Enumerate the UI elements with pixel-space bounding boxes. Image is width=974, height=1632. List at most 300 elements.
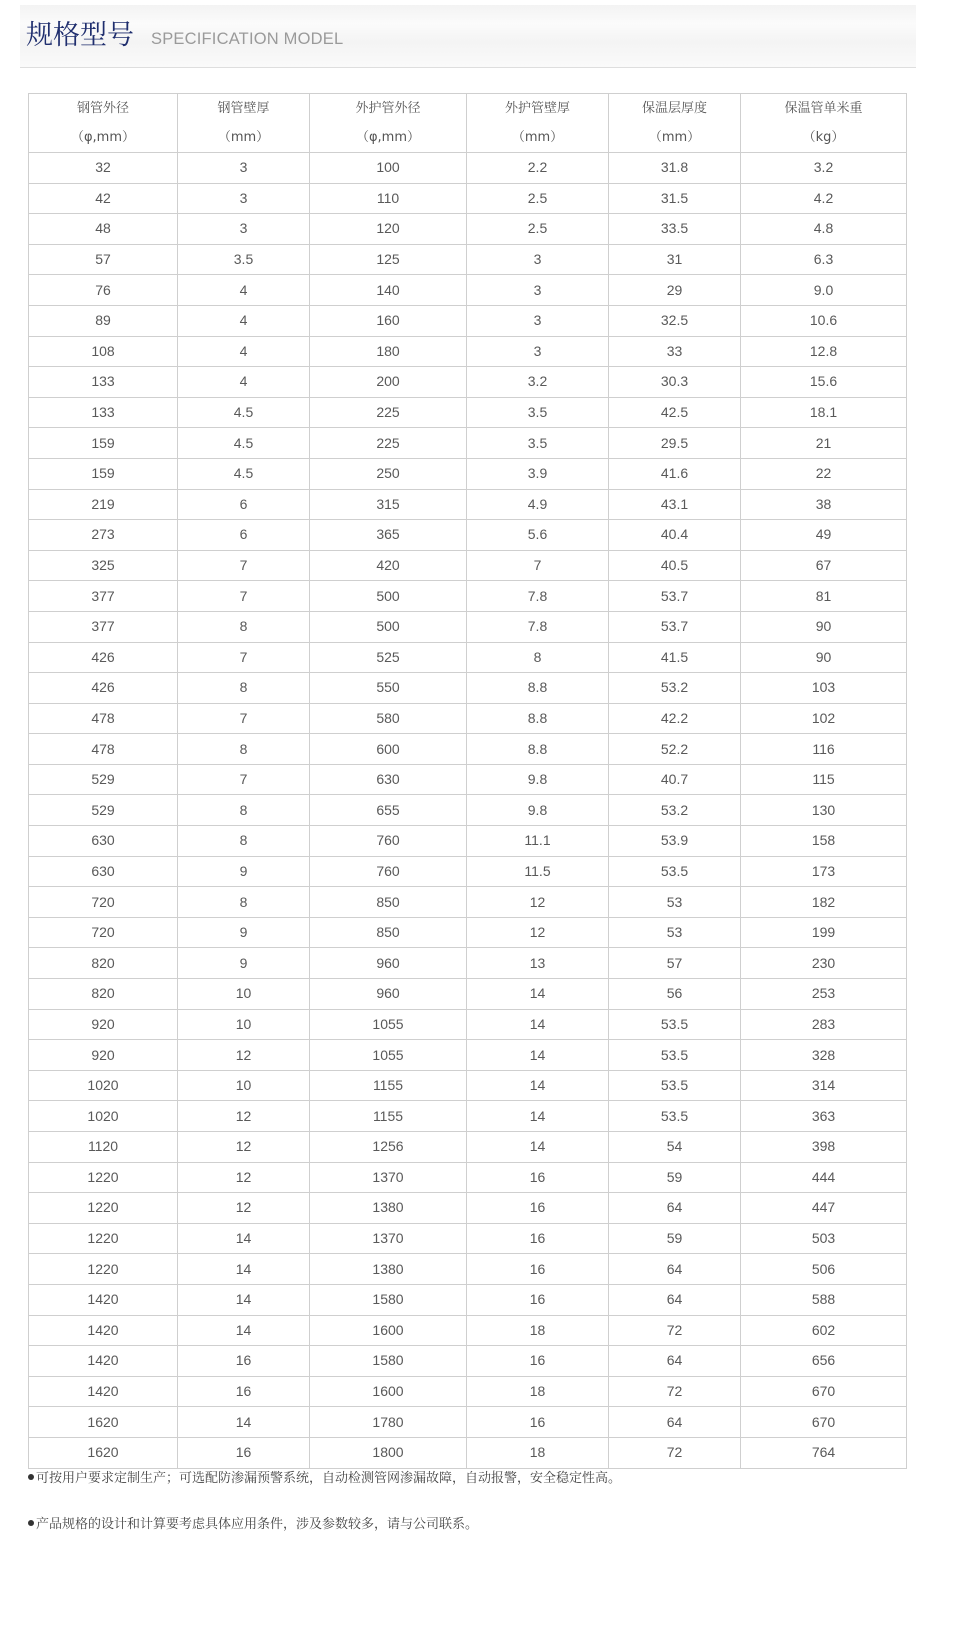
cell-jacket-wall: 9.8: [467, 764, 609, 795]
table-row: [29, 795, 907, 826]
cell-steel-pipe-wall: 9: [178, 856, 310, 887]
column-unit: （mm）: [511, 130, 564, 145]
cell-weight-per-meter: 199: [741, 917, 907, 948]
table-row: [29, 550, 907, 581]
cell-steel-pipe-od: 1620: [29, 1437, 178, 1468]
cell-insulation-thickness: 64: [609, 1193, 741, 1224]
table-row: [29, 1376, 907, 1407]
cell-weight-per-meter: 4.8: [741, 214, 907, 245]
column-unit: （φ,mm）: [355, 130, 421, 145]
cell-steel-pipe-od: 920: [29, 1009, 178, 1040]
cell-weight-per-meter: 81: [741, 581, 907, 612]
cell-steel-pipe-wall: 4: [178, 367, 310, 398]
cell-weight-per-meter: 22: [741, 458, 907, 489]
cell-weight-per-meter: 447: [741, 1193, 907, 1224]
cell-jacket-od: 655: [310, 795, 467, 826]
cell-jacket-od: 850: [310, 917, 467, 948]
cell-insulation-thickness: 53.5: [609, 1070, 741, 1101]
cell-insulation-thickness: 52.2: [609, 734, 741, 765]
cell-steel-pipe-wall: 3: [178, 183, 310, 214]
cell-jacket-wall: 18: [467, 1437, 609, 1468]
cell-jacket-od: 960: [310, 979, 467, 1010]
cell-jacket-od: 1256: [310, 1132, 467, 1163]
cell-steel-pipe-od: 1420: [29, 1346, 178, 1377]
cell-steel-pipe-od: 720: [29, 917, 178, 948]
cell-steel-pipe-wall: 16: [178, 1346, 310, 1377]
cell-steel-pipe-od: 920: [29, 1040, 178, 1071]
cell-insulation-thickness: 64: [609, 1284, 741, 1315]
cell-weight-per-meter: 9.0: [741, 275, 907, 306]
cell-steel-pipe-wall: 4.5: [178, 458, 310, 489]
table-row: [29, 305, 907, 336]
cell-jacket-wall: 2.5: [467, 183, 609, 214]
cell-steel-pipe-wall: 8: [178, 887, 310, 918]
cell-jacket-wall: 3: [467, 336, 609, 367]
cell-jacket-od: 600: [310, 734, 467, 765]
cell-weight-per-meter: 90: [741, 642, 907, 673]
cell-steel-pipe-od: 159: [29, 428, 178, 459]
cell-steel-pipe-od: 377: [29, 611, 178, 642]
cell-insulation-thickness: 56: [609, 979, 741, 1010]
cell-steel-pipe-wall: 12: [178, 1193, 310, 1224]
cell-weight-per-meter: 670: [741, 1407, 907, 1438]
table-row: [29, 1070, 907, 1101]
table-row: [29, 397, 907, 428]
cell-steel-pipe-od: 630: [29, 826, 178, 857]
column-label: 保温层厚度: [641, 101, 707, 116]
cell-steel-pipe-wall: 14: [178, 1407, 310, 1438]
cell-jacket-wall: 13: [467, 948, 609, 979]
column-unit: （kg）: [802, 130, 845, 145]
cell-insulation-thickness: 40.7: [609, 764, 741, 795]
column-label: 保温管单米重: [784, 101, 863, 116]
cell-insulation-thickness: 53.5: [609, 1101, 741, 1132]
cell-jacket-wall: 14: [467, 1101, 609, 1132]
cell-jacket-od: 225: [310, 397, 467, 428]
cell-weight-per-meter: 12.8: [741, 336, 907, 367]
cell-steel-pipe-od: 426: [29, 673, 178, 704]
cell-weight-per-meter: 363: [741, 1101, 907, 1132]
cell-jacket-wall: 7: [467, 550, 609, 581]
table-row: [29, 336, 907, 367]
cell-insulation-thickness: 41.6: [609, 458, 741, 489]
cell-weight-per-meter: 602: [741, 1315, 907, 1346]
table-row: [29, 153, 907, 184]
cell-steel-pipe-wall: 7: [178, 764, 310, 795]
bullet-icon: [28, 1474, 34, 1480]
table-row: [29, 214, 907, 245]
cell-insulation-thickness: 41.5: [609, 642, 741, 673]
table-header-row: [29, 94, 907, 153]
cell-steel-pipe-wall: 12: [178, 1040, 310, 1071]
cell-weight-per-meter: 398: [741, 1132, 907, 1163]
cell-jacket-wall: 14: [467, 1132, 609, 1163]
cell-steel-pipe-wall: 8: [178, 795, 310, 826]
cell-steel-pipe-od: 377: [29, 581, 178, 612]
table-row: [29, 1162, 907, 1193]
table-row: [29, 275, 907, 306]
cell-steel-pipe-od: 630: [29, 856, 178, 887]
cell-jacket-wall: 16: [467, 1193, 609, 1224]
cell-weight-per-meter: 444: [741, 1162, 907, 1193]
table-row: [29, 489, 907, 520]
cell-steel-pipe-od: 159: [29, 458, 178, 489]
cell-steel-pipe-wall: 4: [178, 305, 310, 336]
cell-steel-pipe-wall: 4: [178, 275, 310, 306]
cell-weight-per-meter: 173: [741, 856, 907, 887]
cell-weight-per-meter: 4.2: [741, 183, 907, 214]
cell-jacket-wall: 14: [467, 1070, 609, 1101]
section-title: 规格型号: [26, 20, 134, 51]
cell-weight-per-meter: 253: [741, 979, 907, 1010]
cell-jacket-wall: 8.8: [467, 673, 609, 704]
cell-steel-pipe-od: 820: [29, 979, 178, 1010]
cell-steel-pipe-wall: 16: [178, 1437, 310, 1468]
table-row: [29, 1009, 907, 1040]
cell-weight-per-meter: 3.2: [741, 153, 907, 184]
cell-steel-pipe-od: 89: [29, 305, 178, 336]
cell-insulation-thickness: 40.4: [609, 520, 741, 551]
cell-weight-per-meter: 103: [741, 673, 907, 704]
cell-steel-pipe-wall: 12: [178, 1162, 310, 1193]
cell-steel-pipe-od: 1420: [29, 1284, 178, 1315]
note-item: [28, 1516, 478, 1534]
cell-insulation-thickness: 59: [609, 1223, 741, 1254]
cell-insulation-thickness: 40.5: [609, 550, 741, 581]
cell-steel-pipe-wall: 12: [178, 1132, 310, 1163]
cell-steel-pipe-wall: 9: [178, 948, 310, 979]
cell-steel-pipe-wall: 14: [178, 1254, 310, 1285]
cell-weight-per-meter: 588: [741, 1284, 907, 1315]
cell-steel-pipe-wall: 7: [178, 642, 310, 673]
column-header-steel-pipe-wall: [178, 94, 310, 153]
cell-jacket-wall: 14: [467, 1040, 609, 1071]
column-header-weight-per-meter: [741, 94, 907, 153]
table-row: [29, 1437, 907, 1468]
cell-steel-pipe-od: 57: [29, 244, 178, 275]
table-row: [29, 367, 907, 398]
cell-steel-pipe-wall: 10: [178, 1070, 310, 1101]
note-text: 产品规格的设计和计算要考虑具体应用条件，涉及参数较多，请与公司联系。: [36, 1517, 479, 1532]
cell-jacket-od: 1155: [310, 1070, 467, 1101]
cell-insulation-thickness: 64: [609, 1346, 741, 1377]
cell-weight-per-meter: 115: [741, 764, 907, 795]
cell-weight-per-meter: 90: [741, 611, 907, 642]
cell-jacket-od: 225: [310, 428, 467, 459]
cell-steel-pipe-od: 219: [29, 489, 178, 520]
cell-jacket-wall: 8.8: [467, 734, 609, 765]
cell-steel-pipe-od: 1420: [29, 1315, 178, 1346]
cell-jacket-wall: 2.5: [467, 214, 609, 245]
cell-steel-pipe-od: 529: [29, 795, 178, 826]
cell-jacket-od: 120: [310, 214, 467, 245]
cell-steel-pipe-wall: 3: [178, 153, 310, 184]
cell-steel-pipe-od: 1420: [29, 1376, 178, 1407]
cell-insulation-thickness: 30.3: [609, 367, 741, 398]
column-unit: （mm）: [648, 130, 701, 145]
cell-steel-pipe-wall: 8: [178, 611, 310, 642]
column-label: 钢管壁厚: [217, 101, 270, 116]
cell-jacket-od: 200: [310, 367, 467, 398]
cell-insulation-thickness: 59: [609, 1162, 741, 1193]
cell-steel-pipe-od: 478: [29, 734, 178, 765]
cell-steel-pipe-wall: 14: [178, 1223, 310, 1254]
cell-steel-pipe-wall: 4: [178, 336, 310, 367]
table-row: [29, 887, 907, 918]
cell-insulation-thickness: 29: [609, 275, 741, 306]
column-header-steel-pipe-od: [29, 94, 178, 153]
cell-jacket-wall: 9.8: [467, 795, 609, 826]
cell-jacket-od: 525: [310, 642, 467, 673]
cell-weight-per-meter: 38: [741, 489, 907, 520]
cell-jacket-od: 580: [310, 703, 467, 734]
cell-jacket-od: 160: [310, 305, 467, 336]
cell-jacket-wall: 8.8: [467, 703, 609, 734]
cell-insulation-thickness: 53.5: [609, 1009, 741, 1040]
table-row: [29, 703, 907, 734]
cell-weight-per-meter: 15.6: [741, 367, 907, 398]
cell-steel-pipe-wall: 12: [178, 1101, 310, 1132]
cell-jacket-od: 180: [310, 336, 467, 367]
table-row: [29, 428, 907, 459]
column-label: 外护管外径: [355, 101, 421, 116]
cell-steel-pipe-od: 1020: [29, 1070, 178, 1101]
cell-steel-pipe-wall: 8: [178, 673, 310, 704]
cell-insulation-thickness: 57: [609, 948, 741, 979]
cell-jacket-od: 1600: [310, 1315, 467, 1346]
cell-jacket-od: 760: [310, 826, 467, 857]
table-row: [29, 1254, 907, 1285]
cell-jacket-wall: 12: [467, 917, 609, 948]
cell-jacket-od: 1580: [310, 1346, 467, 1377]
cell-jacket-od: 760: [310, 856, 467, 887]
table-row: [29, 734, 907, 765]
note-text: 可按用户要求定制生产；可选配防渗漏预警系统，自动检测管网渗漏故障，自动报警，安全稳定性高。: [36, 1471, 622, 1486]
cell-jacket-od: 100: [310, 153, 467, 184]
table-row: [29, 1223, 907, 1254]
cell-jacket-wall: 16: [467, 1284, 609, 1315]
cell-insulation-thickness: 43.1: [609, 489, 741, 520]
cell-insulation-thickness: 64: [609, 1254, 741, 1285]
table-row: [29, 642, 907, 673]
cell-jacket-wall: 18: [467, 1376, 609, 1407]
cell-insulation-thickness: 64: [609, 1407, 741, 1438]
table-row: [29, 1407, 907, 1438]
cell-jacket-od: 1380: [310, 1254, 467, 1285]
cell-weight-per-meter: 503: [741, 1223, 907, 1254]
cell-weight-per-meter: 764: [741, 1437, 907, 1468]
cell-steel-pipe-wall: 16: [178, 1376, 310, 1407]
cell-jacket-od: 1380: [310, 1193, 467, 1224]
cell-jacket-od: 550: [310, 673, 467, 704]
table-body: [29, 153, 907, 1469]
cell-insulation-thickness: 53: [609, 917, 741, 948]
cell-jacket-od: 125: [310, 244, 467, 275]
cell-steel-pipe-wall: 6: [178, 520, 310, 551]
table-row: [29, 917, 907, 948]
cell-steel-pipe-od: 273: [29, 520, 178, 551]
cell-jacket-wall: 2.2: [467, 153, 609, 184]
cell-jacket-od: 1600: [310, 1376, 467, 1407]
table-row: [29, 611, 907, 642]
cell-insulation-thickness: 32.5: [609, 305, 741, 336]
cell-jacket-wall: 5.6: [467, 520, 609, 551]
table-row: [29, 183, 907, 214]
cell-steel-pipe-od: 1020: [29, 1101, 178, 1132]
cell-steel-pipe-wall: 6: [178, 489, 310, 520]
cell-jacket-od: 1370: [310, 1162, 467, 1193]
cell-insulation-thickness: 31.8: [609, 153, 741, 184]
table-row: [29, 458, 907, 489]
cell-jacket-wall: 7.8: [467, 581, 609, 612]
table-row: [29, 1346, 907, 1377]
cell-steel-pipe-od: 820: [29, 948, 178, 979]
cell-steel-pipe-od: 529: [29, 764, 178, 795]
cell-steel-pipe-od: 42: [29, 183, 178, 214]
column-header-jacket-wall: [467, 94, 609, 153]
cell-weight-per-meter: 49: [741, 520, 907, 551]
cell-steel-pipe-wall: 10: [178, 979, 310, 1010]
cell-weight-per-meter: 130: [741, 795, 907, 826]
cell-steel-pipe-od: 108: [29, 336, 178, 367]
cell-weight-per-meter: 21: [741, 428, 907, 459]
cell-steel-pipe-wall: 9: [178, 917, 310, 948]
cell-steel-pipe-wall: 4.5: [178, 428, 310, 459]
cell-jacket-wall: 3.9: [467, 458, 609, 489]
cell-steel-pipe-od: 1220: [29, 1254, 178, 1285]
cell-jacket-wall: 3.5: [467, 397, 609, 428]
cell-insulation-thickness: 53.2: [609, 673, 741, 704]
cell-jacket-od: 140: [310, 275, 467, 306]
cell-steel-pipe-od: 1620: [29, 1407, 178, 1438]
cell-steel-pipe-od: 478: [29, 703, 178, 734]
cell-jacket-wall: 16: [467, 1162, 609, 1193]
cell-steel-pipe-od: 1220: [29, 1162, 178, 1193]
cell-insulation-thickness: 33: [609, 336, 741, 367]
cell-steel-pipe-wall: 7: [178, 703, 310, 734]
cell-jacket-od: 630: [310, 764, 467, 795]
table-row: [29, 673, 907, 704]
cell-weight-per-meter: 670: [741, 1376, 907, 1407]
table-row: [29, 1040, 907, 1071]
cell-weight-per-meter: 67: [741, 550, 907, 581]
cell-steel-pipe-od: 720: [29, 887, 178, 918]
cell-steel-pipe-od: 1120: [29, 1132, 178, 1163]
cell-steel-pipe-od: 325: [29, 550, 178, 581]
cell-jacket-wall: 16: [467, 1407, 609, 1438]
cell-insulation-thickness: 53.7: [609, 611, 741, 642]
cell-weight-per-meter: 10.6: [741, 305, 907, 336]
cell-insulation-thickness: 53: [609, 887, 741, 918]
table-row: [29, 581, 907, 612]
cell-jacket-od: 500: [310, 581, 467, 612]
cell-insulation-thickness: 42.5: [609, 397, 741, 428]
column-label: 钢管外径: [76, 101, 129, 116]
cell-steel-pipe-od: 1220: [29, 1193, 178, 1224]
cell-weight-per-meter: 328: [741, 1040, 907, 1071]
column-header-insulation-thickness: [609, 94, 741, 153]
cell-steel-pipe-od: 426: [29, 642, 178, 673]
cell-weight-per-meter: 6.3: [741, 244, 907, 275]
section-header: [20, 5, 916, 68]
cell-insulation-thickness: 53.5: [609, 1040, 741, 1071]
cell-steel-pipe-od: 76: [29, 275, 178, 306]
cell-jacket-wall: 3: [467, 275, 609, 306]
cell-jacket-wall: 16: [467, 1254, 609, 1285]
section-subtitle: SPECIFICATION MODEL: [151, 30, 344, 48]
cell-weight-per-meter: 158: [741, 826, 907, 857]
cell-jacket-od: 960: [310, 948, 467, 979]
cell-weight-per-meter: 314: [741, 1070, 907, 1101]
table-row: [29, 764, 907, 795]
cell-jacket-wall: 3: [467, 305, 609, 336]
cell-jacket-wall: 8: [467, 642, 609, 673]
cell-jacket-wall: 14: [467, 979, 609, 1010]
table-row: [29, 1284, 907, 1315]
table-row: [29, 856, 907, 887]
cell-weight-per-meter: 283: [741, 1009, 907, 1040]
cell-jacket-od: 315: [310, 489, 467, 520]
cell-insulation-thickness: 53.2: [609, 795, 741, 826]
note-item: [28, 1470, 621, 1488]
cell-weight-per-meter: 18.1: [741, 397, 907, 428]
table-row: [29, 1132, 907, 1163]
cell-jacket-wall: 12: [467, 887, 609, 918]
table-row: [29, 520, 907, 551]
cell-insulation-thickness: 42.2: [609, 703, 741, 734]
cell-insulation-thickness: 72: [609, 1437, 741, 1468]
cell-jacket-wall: 18: [467, 1315, 609, 1346]
cell-weight-per-meter: 230: [741, 948, 907, 979]
cell-steel-pipe-od: 133: [29, 367, 178, 398]
cell-jacket-wall: 16: [467, 1346, 609, 1377]
cell-insulation-thickness: 72: [609, 1315, 741, 1346]
cell-weight-per-meter: 656: [741, 1346, 907, 1377]
table-row: [29, 1315, 907, 1346]
specification-table: [28, 93, 907, 1469]
cell-steel-pipe-wall: 14: [178, 1315, 310, 1346]
cell-steel-pipe-od: 133: [29, 397, 178, 428]
column-unit: （φ,mm）: [70, 130, 136, 145]
column-unit: （mm）: [217, 130, 270, 145]
cell-insulation-thickness: 53.7: [609, 581, 741, 612]
cell-insulation-thickness: 31.5: [609, 183, 741, 214]
table-row: [29, 826, 907, 857]
cell-steel-pipe-wall: 14: [178, 1284, 310, 1315]
cell-steel-pipe-od: 48: [29, 214, 178, 245]
cell-weight-per-meter: 102: [741, 703, 907, 734]
column-label: 外护管壁厚: [504, 101, 570, 116]
cell-insulation-thickness: 54: [609, 1132, 741, 1163]
cell-jacket-od: 365: [310, 520, 467, 551]
cell-weight-per-meter: 182: [741, 887, 907, 918]
cell-steel-pipe-od: 1220: [29, 1223, 178, 1254]
cell-steel-pipe-wall: 8: [178, 826, 310, 857]
cell-jacket-wall: 3.5: [467, 428, 609, 459]
cell-jacket-wall: 16: [467, 1223, 609, 1254]
cell-jacket-od: 1780: [310, 1407, 467, 1438]
cell-insulation-thickness: 31: [609, 244, 741, 275]
cell-jacket-od: 110: [310, 183, 467, 214]
table-row: [29, 1193, 907, 1224]
cell-steel-pipe-wall: 3: [178, 214, 310, 245]
cell-jacket-od: 420: [310, 550, 467, 581]
table-row: [29, 979, 907, 1010]
cell-steel-pipe-wall: 7: [178, 581, 310, 612]
cell-steel-pipe-wall: 3.5: [178, 244, 310, 275]
table-row: [29, 1101, 907, 1132]
cell-jacket-wall: 11.5: [467, 856, 609, 887]
